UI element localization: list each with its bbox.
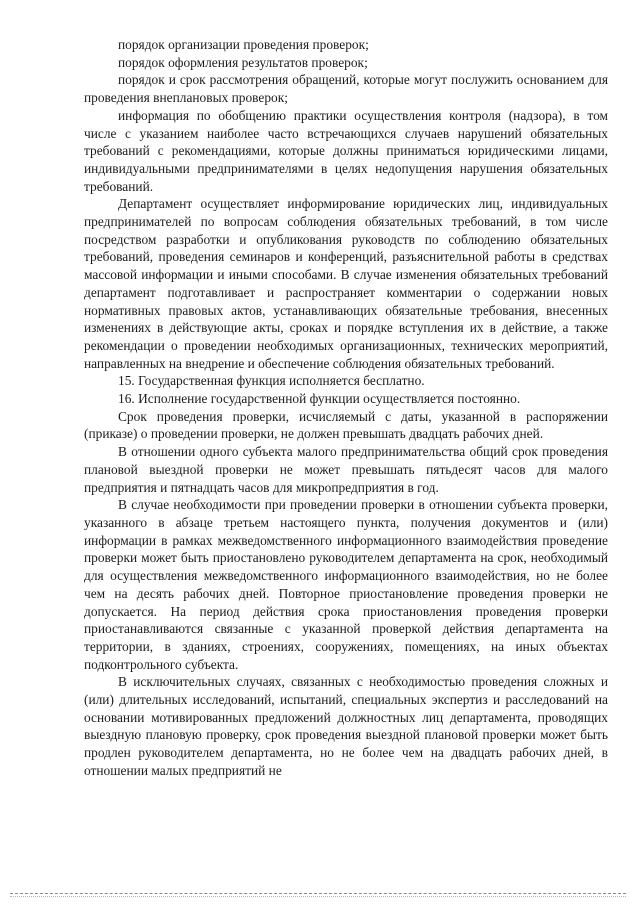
paragraph: порядок оформления результатов проверок; [118,54,368,70]
paragraph: В отношении одного субъекта малого предпринимательства общий срок проведения плановой выездной проверки не может превышать пятьдесят часов для малого предприятия и пятнадцать часов для микропредприятия в год. [84,444,608,495]
paragraph: Департамент осуществляет информирование юридических лиц, индивидуальных предпринимателей по вопросам соблюдения обязательных требований, в том числе посредством разработки и опубликования руководств по соблюдению обязательных требований, проведения семинаров и конференций, разъяснительной работы в средствах массовой информации и иными способами. В случае изменения обязательных требований департамент подготавливает и распространяет комментарии о содержании новых нормативных правовых актов, устанавливающих обязательные требования, внесенных изменениях в действующие акты, сроках и порядке вступления их в действие, а также рекомендации о проведении необходимых организационных, технических мероприятий, направленных на внедрение и обеспечение соблюдения обязательных требований. [84,196,608,371]
paragraph: 15. Государственная функция исполняется бесплатно. [118,373,425,389]
paragraph: Срок проведения проверки, исчисляемый с даты, указанной в распоряжении (приказе) о проведении проверки, не должен превышать двадцать рабочих дней. [84,408,608,442]
paragraph: 16. Исполнение государственной функции осуществляется постоянно. [118,391,521,407]
document-body [84,36,608,780]
paragraph: В исключительных случаях, связанных с необходимостью проведения сложных и (или) длительных исследований, испытаний, специальных экспертиз и расследований на основании мотивированных предложений должностных лиц департамента, проводящих выездную плановую проверку, срок проведения выездной плановой проверки может быть продлен руководителем департамента, но не более чем на двадцать рабочих дней, в отношении малых предприятий не [84,674,608,778]
scan-edge-line [10,893,626,894]
paragraph: В случае необходимости при проведении проверки в отношении субъекта проверки, указанного в абзаце третьем настоящего пункта, получения документов и (или) информации в рамках межведомственного информационного взаимодействия проведение проверки может быть приостановлено руководителем департамента на срок, необходимый для осуществления межведомственного информационного взаимодействия, но не более чем на десять рабочих дней. Повторное приостановление проведения проверки не допускается. На период действия срока приостановления проведения проверки приостанавливаются связанные с указанной проверкой действия департамента на территории, в зданиях, строениях, сооружениях, помещениях, на иных объектах подконтрольного субъекта. [84,497,608,672]
scan-edge-line [10,896,626,897]
paragraph: порядок организации проведения проверок; [118,37,369,52]
paragraph: информация по обобщению практики осуществления контроля (надзора), в том числе с указанием наиболее часто встречающихся случаев нарушений обязательных требований с рекомендациями, которые должны приниматься юридическими лицами, индивидуальными предпринимателями в целях недопущения нарушения обязательных требований. [84,107,608,194]
paragraph: порядок и срок рассмотрения обращений, которые могут послужить основанием для проведения внеплановых проверок; [84,72,608,106]
